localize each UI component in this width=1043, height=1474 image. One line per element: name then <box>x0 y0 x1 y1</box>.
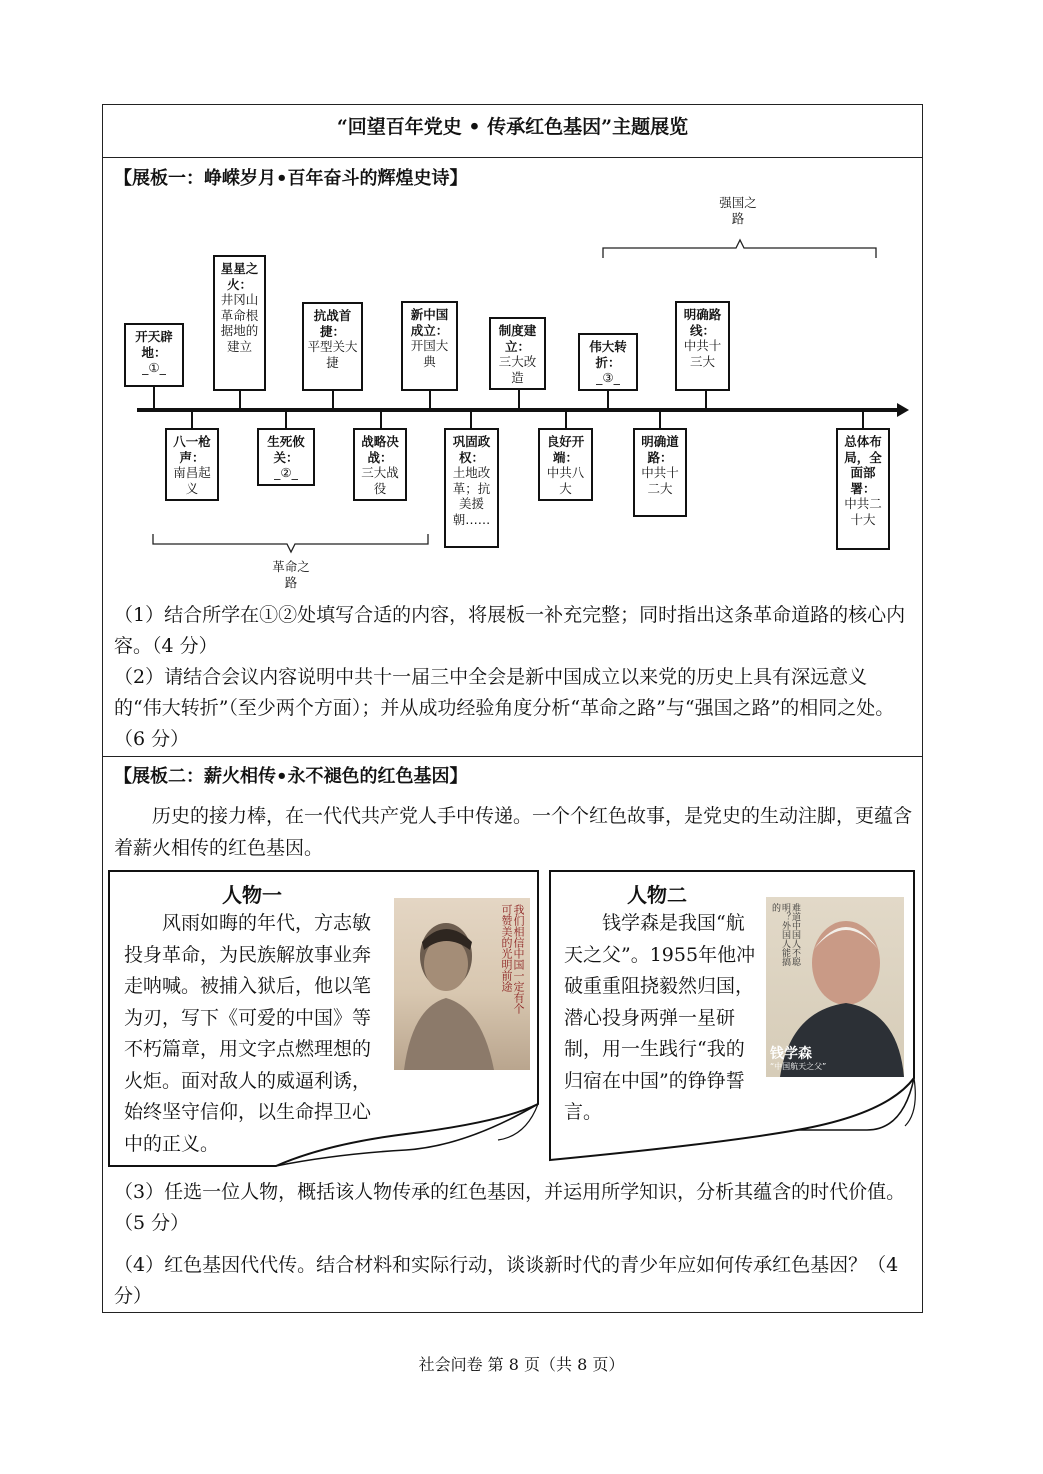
tick <box>191 411 193 428</box>
question-3: （3）任选一位人物，概括该人物传承的红色基因，并运用所学知识，分析其蕴含的时代价值。（5 分） <box>114 1181 906 1234</box>
timeline-box-lianghao: 良好开端： 中共八大 <box>538 428 593 501</box>
tick <box>862 411 864 428</box>
timeline-box-weida: 伟大转折： _③_ <box>578 333 638 391</box>
brace-bottom-label: 革命之路 <box>272 559 310 590</box>
person1-photo <box>394 898 530 1070</box>
brace-top <box>600 238 880 262</box>
timeline-box-xingxing: 星星之火： 井冈山革命根据地的建立 <box>213 255 266 391</box>
tick <box>607 391 609 409</box>
person2-photo-quote: 难道中国人不聪明？外国人能搞的 <box>770 903 800 966</box>
timeline-box-kangzhan: 抗战首捷： 平型关大捷 <box>302 302 363 391</box>
page-footer: 社会问卷 第 8 页（共 8 页） <box>418 1355 625 1374</box>
person2-photo-name: 钱学森 <box>770 1046 812 1062</box>
person2-text: 钱学森是我国“航天之父”。1955年他冲破重重阻挠毅然归国，潜心投身两弹一星研制，用一生践行“我的归宿在中国”的铮铮誓言。 <box>564 912 756 1123</box>
tick <box>429 391 431 409</box>
divider <box>102 756 923 757</box>
board2-heading: 【展板二：薪火相传•永不褪色的红色基因】 <box>114 766 468 787</box>
question-2: （2）请结合会议内容说明中共十一届三中全会是新中国成立以来党的历史上具有深远意义的“伟大转折”（至少两个方面）；并从成功经验角度分析“革命之路”与“强国之路”的相同之处。（6 分） <box>114 666 895 750</box>
timeline-box-zhanlue: 战略决战： 三大战役 <box>353 428 407 501</box>
timeline-box-shengsi: 生死攸关： _②_ <box>257 428 315 486</box>
timeline-box-gonggu: 巩固政权： 土地改革；抗美援朝…… <box>444 428 499 548</box>
timeline-box-luxian: 明确路线： 中共十三大 <box>675 301 730 391</box>
person2-photo-sub: “中国航天之父” <box>770 1062 827 1071</box>
divider <box>102 157 923 158</box>
brace-top-label: 强国之路 <box>719 195 757 226</box>
tick <box>380 411 382 428</box>
tick <box>153 387 155 409</box>
tick <box>285 411 287 428</box>
timeline-box-zhidu: 制度建立： 三大改造 <box>489 317 546 390</box>
tick <box>705 391 707 409</box>
person2-photo <box>766 897 904 1077</box>
person1-title: 人物一 <box>222 883 282 907</box>
timeline-box-zongti: 总体布局，全面部署： 中共二十大 <box>836 428 890 550</box>
person1-photo-caption: 我们相信中国一定有个可赞美的光明前途 <box>500 904 525 1014</box>
board1-heading: 【展板一：峥嵘岁月•百年奋斗的辉煌史诗】 <box>114 168 468 189</box>
question-1: （1）结合所学在①②处填写合适的内容，将展板一补充完整；同时指出这条革命道路的核心内容。（4 分） <box>114 604 906 657</box>
question-4: （4）红色基因代代传。结合材料和实际行动，谈谈新时代的青少年应如何传承红色基因？（4 分） <box>114 1254 899 1307</box>
person1-text: 风雨如晦的年代，方志敏投身革命，为民族解放事业奔走呐喊。被捕入狱后，他以笔为刃，写下《可爱的中国》等不朽篇章，用文字点燃理想的火炬。面对敌人的威逼利诱，始终坚守信仰，以生命捍卫心中的正义。 <box>124 912 372 1155</box>
timeline-arrow <box>897 403 909 417</box>
brace-bottom <box>150 532 432 556</box>
tick <box>565 411 567 428</box>
timeline-box-bayi: 八一枪声： 南昌起义 <box>165 428 219 501</box>
page-title: “回望百年党史 • 传承红色基因”主题展览 <box>336 116 689 138</box>
timeline-box-daolu: 明确道路： 中共十二大 <box>633 428 687 517</box>
board2-intro: 历史的接力棒，在一代代共产党人手中传递。一个个红色故事，是党史的生动注脚，更蕴含着薪火相传的红色基因。 <box>114 805 913 859</box>
timeline-box-xinzhongguo: 新中国成立： 开国大典 <box>401 301 458 391</box>
tick <box>659 411 661 428</box>
person2-title: 人物二 <box>627 883 687 907</box>
tick <box>470 411 472 428</box>
tick <box>239 391 241 409</box>
tick <box>332 391 334 409</box>
tick <box>518 390 520 409</box>
timeline-box-kaitian: 开天辟地： _①_ <box>124 323 184 387</box>
